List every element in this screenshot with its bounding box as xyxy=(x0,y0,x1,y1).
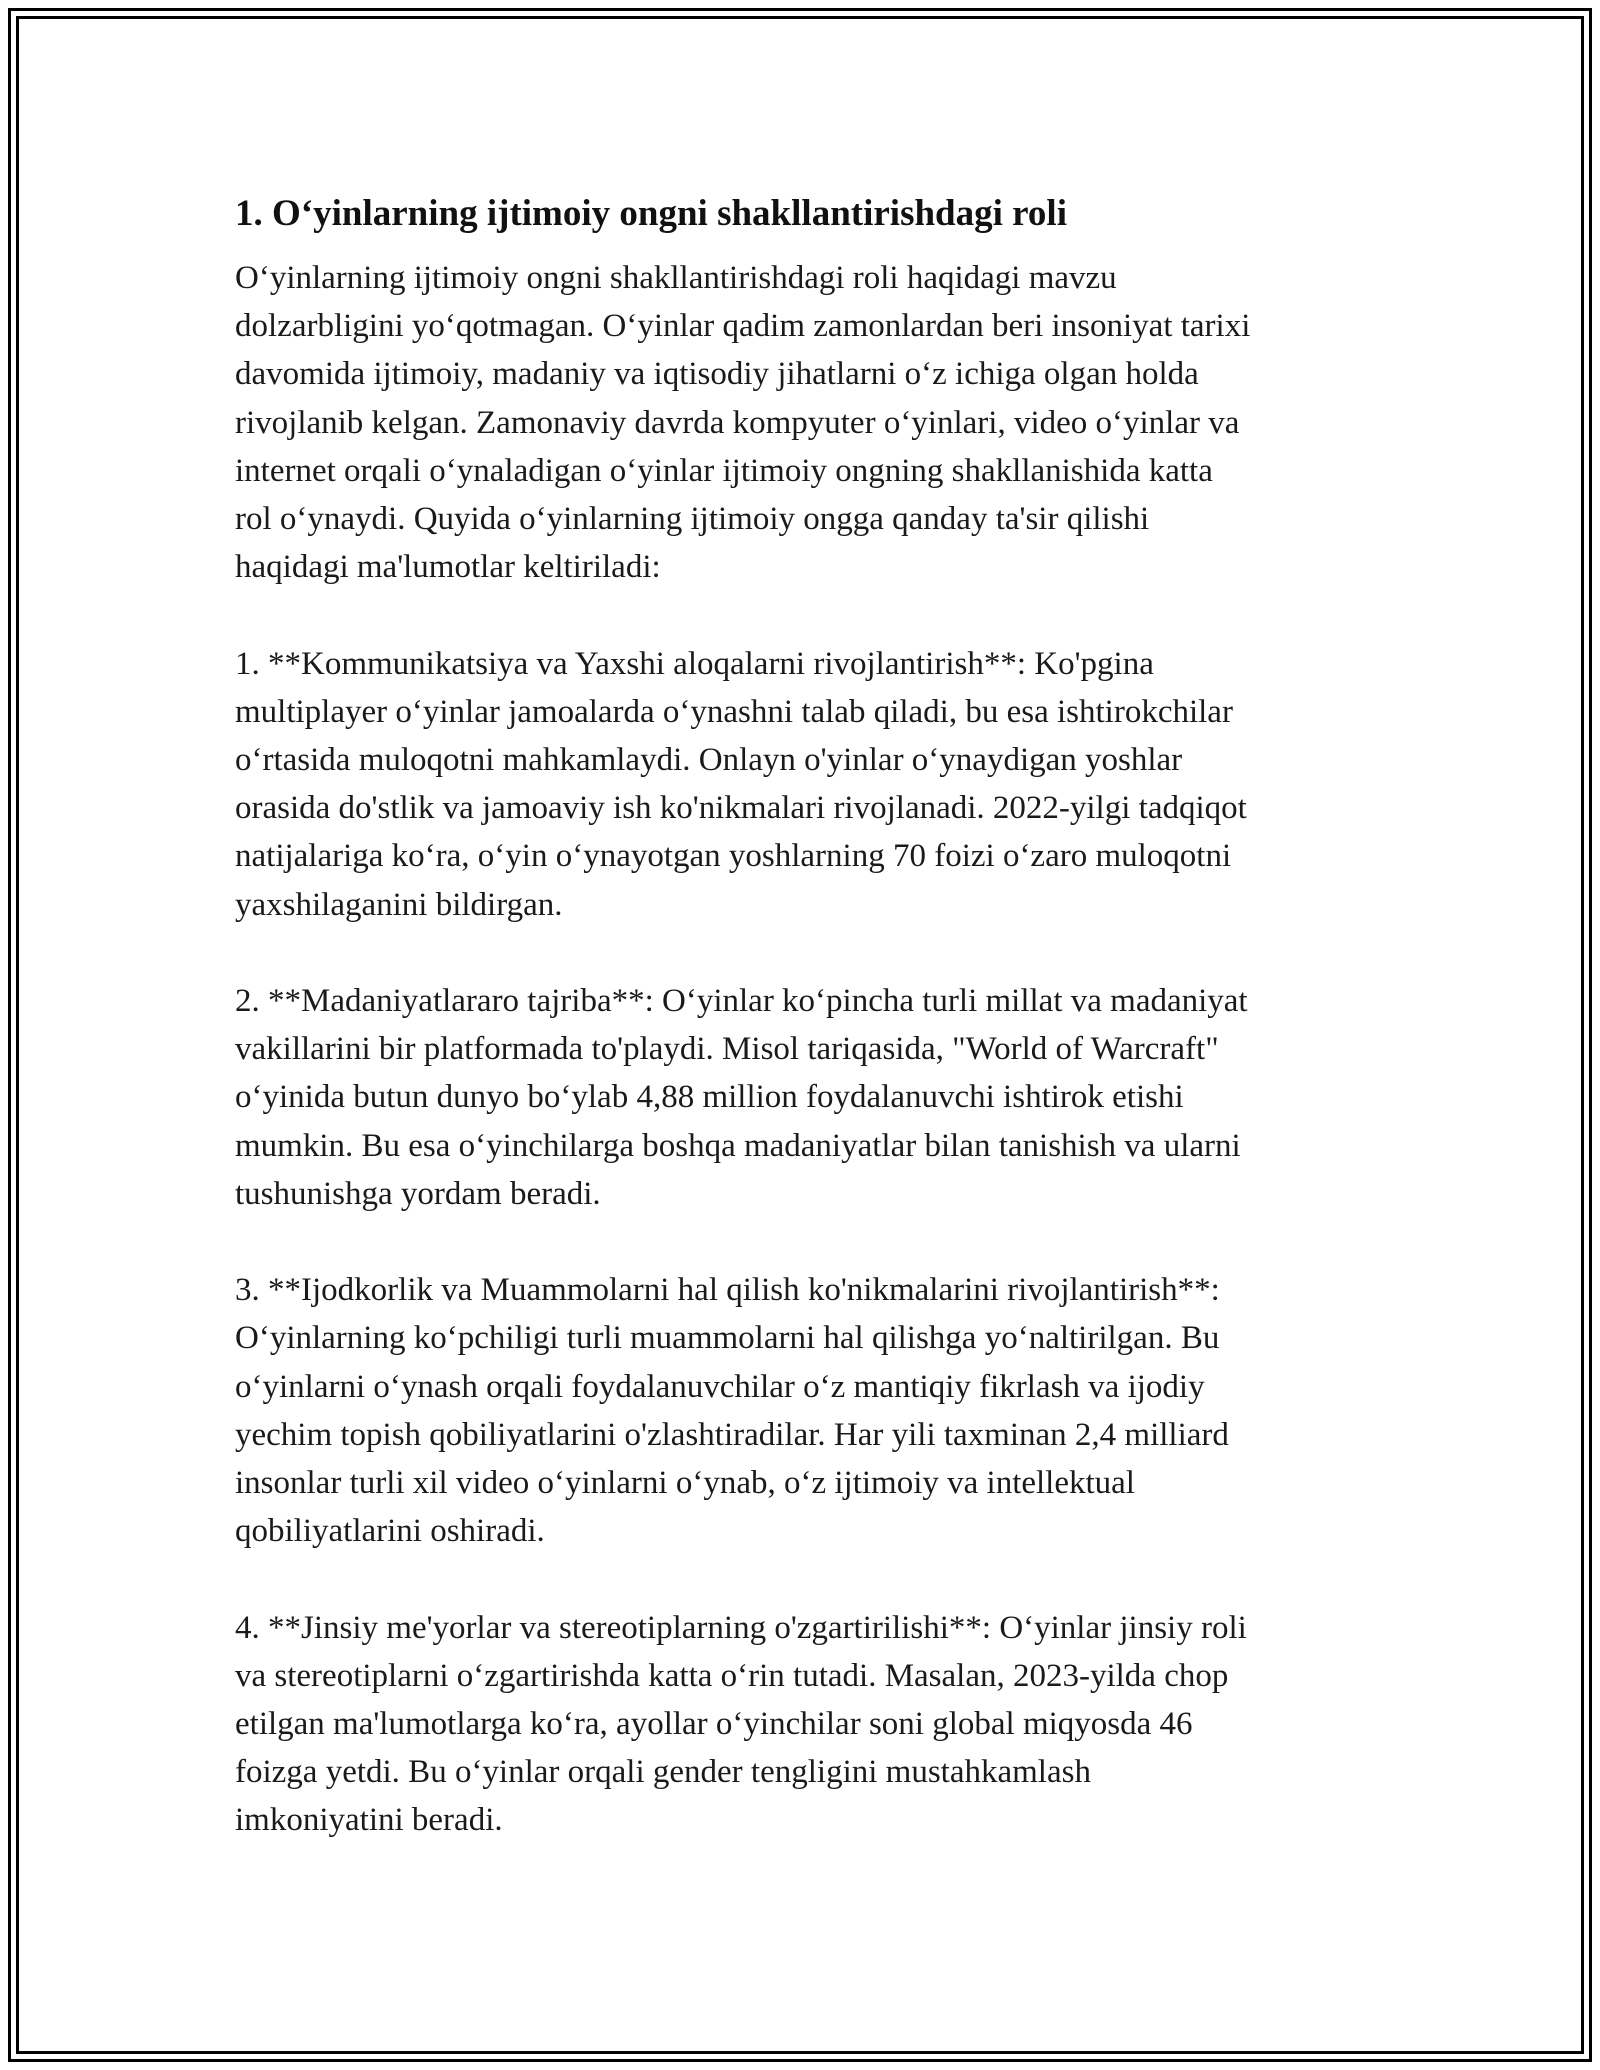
page-title: 1. O‘yinlarning ijtimoiy ongni shakllantirishdagi roli xyxy=(235,193,1067,234)
list-item-2: 2. **Madaniyatlararo tajriba**: O‘yinlar ko‘pincha turli millat va madaniyat vakillarini bir platformada to'playdi. Misol tariqasida, "World of Warcraft" o‘yinida butun dunyo bo‘ylab 4,88 million foydalanuvchi ishtirok etishi mumkin. Bu esa o‘yinchilarga boshqa madaniyatlar bilan tanishish va ularni tushunishga yordam beradi. xyxy=(235,983,1248,1212)
document-page xyxy=(235,186,1375,1845)
list-item-1: 1. **Kommunikatsiya va Yaxshi aloqalarni rivojlantirish**: Ko'pgina multiplayer o‘yinlar jamoalarda o‘ynashni talab qiladi, bu esa ishtirokchilar o‘rtasida muloqotni mahkamlaydi. Onlayn o'yinlar o‘ynaydigan yoshlar orasida do'stlik va jamoaviy ish ko'nikmalari rivojlanadi. 2022-yilgi tadqiqot natijalariga ko‘ra, o‘yin o‘ynayotgan yoshlarning 70 foizi o‘zaro muloqotni yaxshilaganini bildirgan. xyxy=(235,645,1247,923)
list-item-3: 3. **Ijodkorlik va Muammolarni hal qilish ko'nikmalarini rivojlantirish**: O‘yinlarning ko‘pchiligi turli muammolarni hal qilishga yo‘naltirilgan. Bu o‘yinlarni o‘ynash orqali foydalanuvchilar o‘z mantiqiy fikrlash va ijodiy yechim topish qobiliyatlarini o'zlashtiradilar. Har yili taxminan 2,4 milliard insonlar turli xil video o‘yinlarni o‘ynab, o‘z ijtimoiy va intellektual qobiliyatlarini oshiradi. xyxy=(235,1272,1229,1550)
intro-paragraph: O‘yinlarning ijtimoiy ongni shakllantirishdagi roli haqidagi mavzu dolzarbligini yo‘qotmagan. O‘yinlar qadim zamonlardan beri insoniyat tarixi davomida ijtimoiy, madaniy va iqtisodiy jihatlarni o‘z ichiga olgan holda rivojlanib kelgan. Zamonaviy davrda kompyuter o‘yinlari, video o‘yinlar va internet orqali o‘ynaladigan o‘yinlar ijtimoiy ongning shakllanishida katta rol o‘ynaydi. Quyida o‘yinlarning ijtimoiy ongga qanday ta'sir qilishi haqidagi ma'lumotlar keltiriladi: xyxy=(235,260,1251,586)
list-item-4: 4. **Jinsiy me'yorlar va stereotiplarning o'zgartirilishi**: O‘yinlar jinsiy roli va stereotiplarni o‘zgartirishda katta o‘rin tutadi. Masalan, 2023-yilda chop etilgan ma'lumotlarga ko‘ra, ayollar o‘yinchilar soni global miqyosda 46 foizga yetdi. Bu o‘yinlar orqali gender tengligini mustahkamlash imkoniyatini beradi. xyxy=(235,1609,1247,1839)
